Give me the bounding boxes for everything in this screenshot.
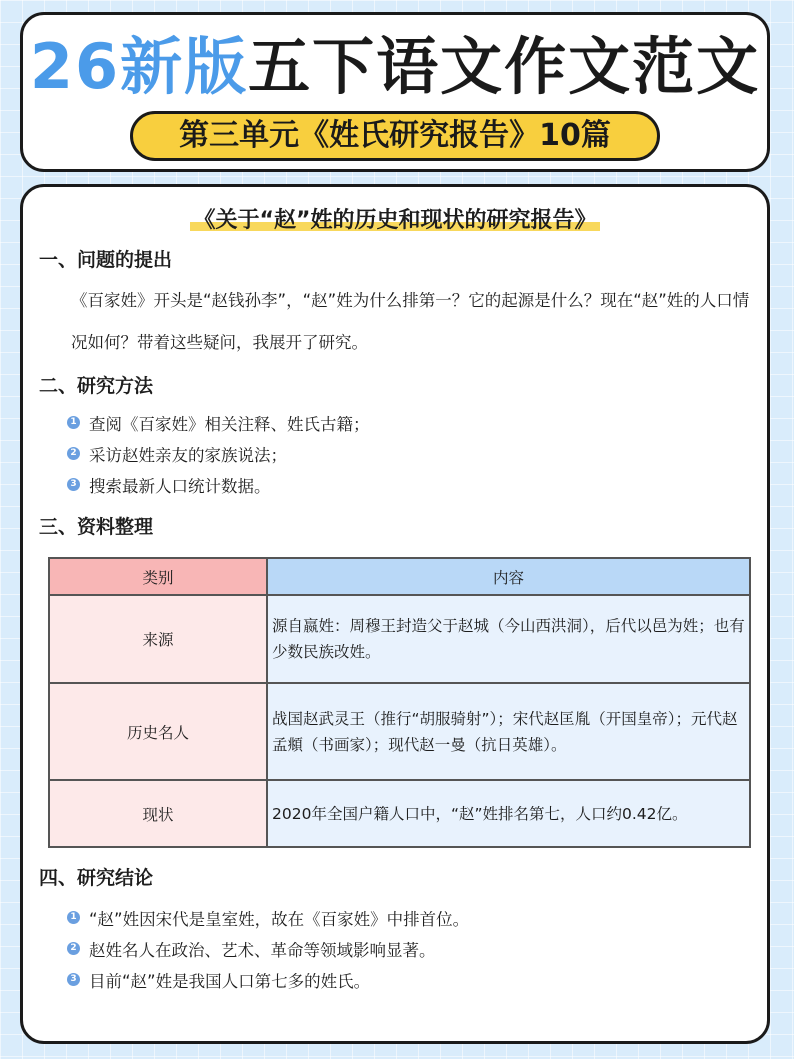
number-badge-icon: 3 bbox=[67, 478, 80, 491]
number-badge-icon: 3 bbox=[67, 973, 80, 986]
title-main: 五下语文作文范文 bbox=[248, 30, 761, 103]
list-item-text: 目前“赵”姓是我国人口第七多的姓氏。 bbox=[89, 971, 371, 991]
section-heading-conclusion: 四、研究结论 bbox=[39, 867, 154, 889]
list-item bbox=[67, 964, 469, 995]
table-row bbox=[49, 595, 750, 683]
list-item bbox=[67, 933, 469, 964]
list-item bbox=[67, 469, 370, 500]
list-item bbox=[67, 407, 370, 438]
section-problem-text: 《百家姓》开头是“赵钱孙李”，“赵”姓为什么排第一？它的起源是什么？现在“赵”姓的人口情况如何？带着这些疑问，我展开了研究。 bbox=[71, 291, 750, 352]
section-heading-problem: 一、问题的提出 bbox=[39, 249, 173, 271]
unit-subtitle-badge: 第三单元《姓氏研究报告》10篇 bbox=[130, 111, 660, 161]
list-item-text: 搜索最新人口统计数据。 bbox=[89, 476, 271, 496]
table-cell-content: 战国赵武灵王（推行“胡服骑射”）；宋代赵匡胤（开国皇帝）；元代赵孟頫（书画家）；现代赵一曼（抗日英雄）。 bbox=[267, 683, 750, 780]
header-card bbox=[20, 12, 770, 172]
number-badge-icon: 1 bbox=[67, 416, 80, 429]
column-header-content: 内容 bbox=[267, 558, 750, 595]
table-cell-category: 现状 bbox=[49, 780, 267, 847]
table-cell-content: 2020年全国户籍人口中，“赵”姓排名第七，人口约0.42亿。 bbox=[267, 780, 750, 847]
number-badge-icon: 2 bbox=[67, 447, 80, 460]
table-cell-category: 历史名人 bbox=[49, 683, 267, 780]
method-list bbox=[67, 407, 370, 500]
section-heading-data: 三、资料整理 bbox=[39, 516, 154, 538]
table-row bbox=[49, 683, 750, 780]
conclusion-list bbox=[67, 902, 469, 995]
number-badge-icon: 1 bbox=[67, 911, 80, 924]
table-cell-category: 来源 bbox=[49, 595, 267, 683]
list-item-text: “赵”姓因宋代是皇室姓，故在《百家姓》中排首位。 bbox=[89, 909, 470, 929]
table-cell-content: 源自嬴姓：周穆王封造父于赵城（今山西洪洞），后代以邑为姓；也有少数民族改姓。 bbox=[267, 595, 750, 683]
report-title-text: 《关于“赵”姓的历史和现状的研究报告》 bbox=[190, 208, 601, 233]
content-card bbox=[20, 184, 770, 1044]
list-item bbox=[67, 438, 370, 469]
list-item-text: 查阅《百家姓》相关注释、姓氏古籍； bbox=[89, 414, 370, 434]
number-badge-icon: 2 bbox=[67, 942, 80, 955]
section-heading-method: 二、研究方法 bbox=[39, 375, 154, 397]
report-title bbox=[23, 205, 767, 237]
column-header-category: 类别 bbox=[49, 558, 267, 595]
table-header-row bbox=[49, 558, 750, 595]
list-item bbox=[67, 902, 469, 933]
data-table bbox=[48, 557, 751, 848]
table-row bbox=[49, 780, 750, 847]
list-item-text: 采访赵姓亲友的家族说法； bbox=[89, 445, 287, 465]
page-title bbox=[23, 31, 767, 103]
title-highlight: 26新版 bbox=[29, 30, 249, 103]
list-item-text: 赵姓名人在政治、艺术、革命等领域影响显著。 bbox=[89, 940, 436, 960]
